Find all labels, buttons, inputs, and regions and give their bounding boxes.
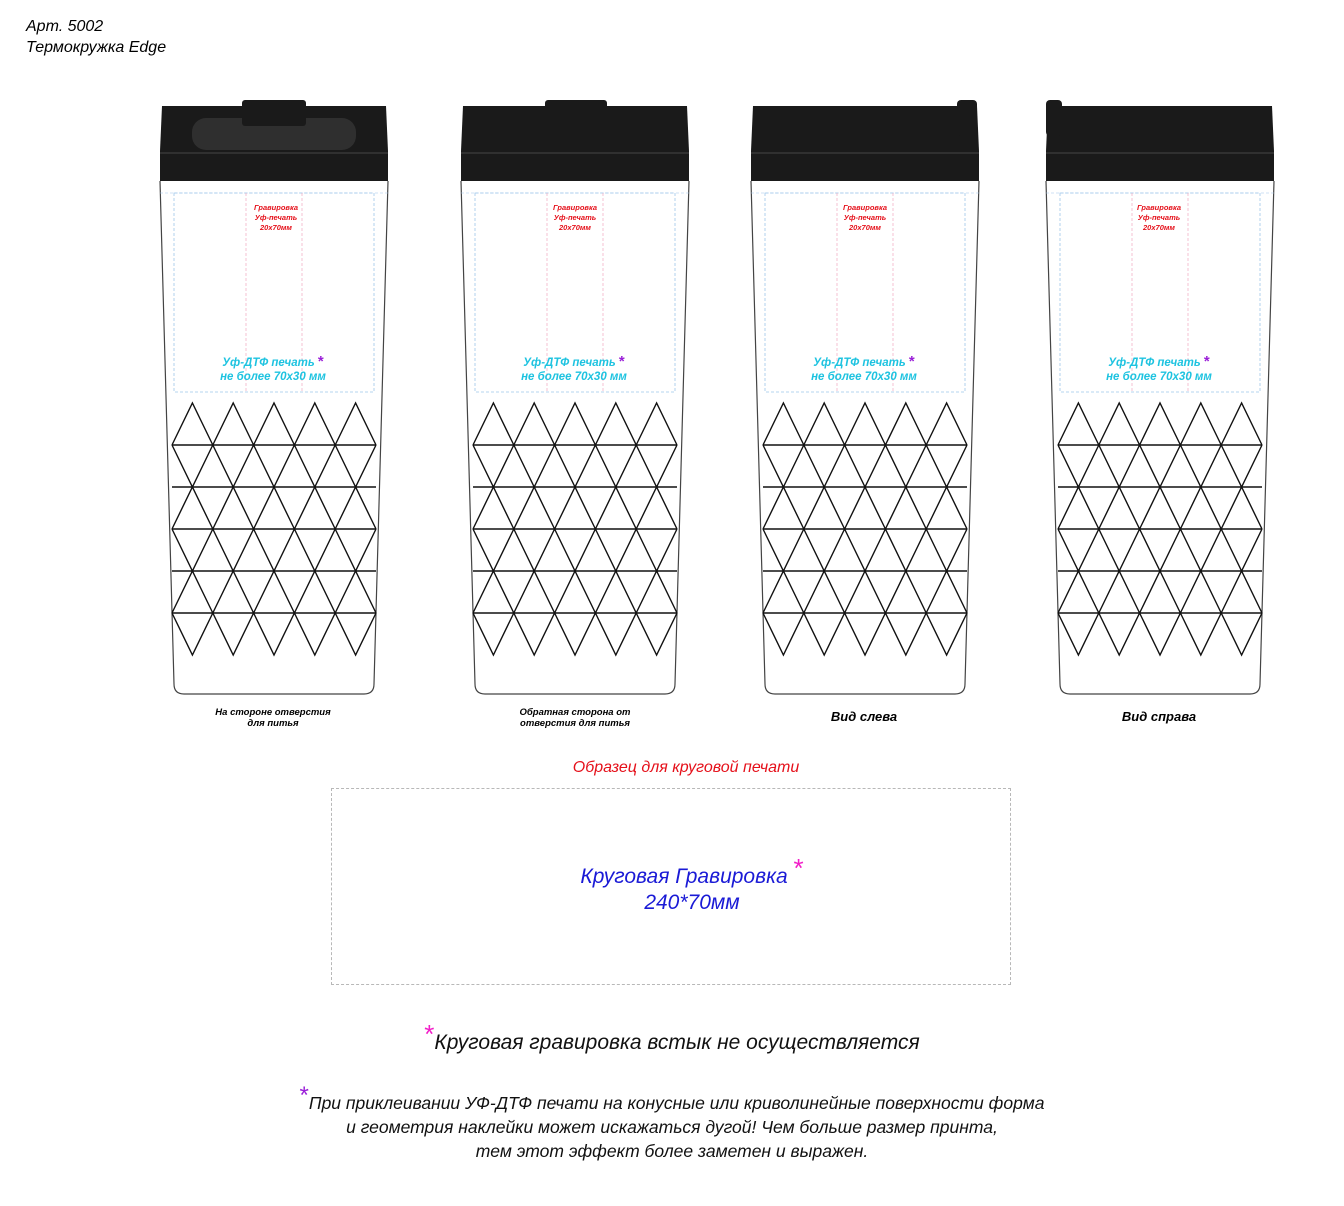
uv-dtf-label: Уф-ДТФ печать * не более 70x30 мм — [1106, 353, 1212, 383]
header — [26, 16, 166, 58]
sample-line2: 240*70мм — [644, 891, 740, 914]
sample-title: Образец для круговой печати — [572, 759, 800, 776]
cup-body-outline — [1046, 181, 1274, 694]
cup-view-left — [749, 96, 981, 696]
sample-text — [331, 855, 1053, 916]
note-uv-dtf-warning: *При приклеивании УФ-ДТФ печати на конусные или криволинейные поверхности форма и геометрия наклейки может искажаться дугой! Чем больше размер принта, тем этот эффект более заметен и выражен. — [299, 1082, 1045, 1161]
engraving-label: Гравировка Уф-печать 20x70мм — [253, 203, 299, 232]
triangle-pattern — [763, 403, 967, 655]
triangle-row — [172, 571, 376, 613]
asterisk-mark: * — [424, 1019, 435, 1049]
cup-caption: Вид справа — [1121, 709, 1197, 724]
engraving-label: Гравировка Уф-печать 20x70мм — [842, 203, 888, 232]
cup-lid — [751, 106, 979, 181]
lid-slider — [242, 100, 306, 126]
cup-body-outline — [160, 181, 388, 694]
triangle-row — [172, 403, 376, 445]
cup-caption: Вид слева — [830, 709, 898, 724]
triangle-row — [1058, 529, 1262, 571]
article-number: Арт. 5002 — [26, 18, 104, 35]
engraving-label: Гравировка Уф-печать 20x70мм — [1136, 203, 1182, 232]
triangle-row — [763, 445, 967, 487]
cup-caption: Обратная сторона от отверстия для питья — [519, 707, 631, 729]
cup-caption: На стороне отверстия для питья — [215, 707, 331, 729]
sample-line1: Круговая Гравировка — [580, 865, 788, 888]
triangle-row — [172, 613, 376, 655]
asterisk-mark: * — [908, 353, 915, 370]
triangle-row — [172, 445, 376, 487]
product-name: Термокружка Edge — [26, 39, 167, 56]
cup-drawing — [459, 96, 691, 696]
triangle-row — [1058, 613, 1262, 655]
triangle-row — [763, 487, 967, 529]
uv-dtf-label: Уф-ДТФ печать * не более 70x30 мм — [811, 353, 917, 383]
triangle-row — [473, 613, 677, 655]
triangle-row — [473, 487, 677, 529]
triangle-row — [473, 403, 677, 445]
lid-slider — [545, 100, 607, 120]
lid-slider — [1046, 100, 1062, 136]
cup-lid — [1046, 106, 1274, 181]
asterisk-mark: * — [299, 1082, 309, 1109]
uv-dtf-label: Уф-ДТФ печать * не более 70x30 мм — [521, 353, 627, 383]
cup-view-right — [1044, 96, 1276, 696]
triangle-row — [1058, 403, 1262, 445]
asterisk-mark: * — [1203, 353, 1210, 370]
cup-body-outline — [751, 181, 979, 694]
triangle-pattern — [473, 403, 677, 655]
asterisk-mark: * — [317, 353, 324, 370]
triangle-pattern — [172, 403, 376, 655]
note-circular-engraving: *Круговая гравировка встык не осуществляется — [424, 1019, 920, 1054]
triangle-row — [1058, 487, 1262, 529]
engraving-label: Гравировка Уф-печать 20x70мм — [552, 203, 598, 232]
cup-view-back — [459, 96, 691, 696]
triangle-pattern — [1058, 403, 1262, 655]
triangle-row — [1058, 571, 1262, 613]
uv-dtf-label: Уф-ДТФ печать * не более 70x30 мм — [220, 353, 326, 383]
triangle-row — [473, 571, 677, 613]
asterisk-mark: * — [618, 353, 625, 370]
cup-drawing — [1044, 96, 1276, 696]
triangle-row — [473, 529, 677, 571]
triangle-row — [473, 445, 677, 487]
cup-view-front — [158, 96, 390, 696]
triangle-row — [763, 571, 967, 613]
asterisk-mark: * — [793, 853, 804, 883]
triangle-row — [172, 487, 376, 529]
triangle-row — [1058, 445, 1262, 487]
cup-drawing — [158, 96, 390, 696]
triangle-row — [763, 403, 967, 445]
cup-body-outline — [461, 181, 689, 694]
triangle-row — [763, 613, 967, 655]
triangle-row — [763, 529, 967, 571]
cup-drawing — [749, 96, 981, 696]
triangle-row — [172, 529, 376, 571]
lid-slider — [957, 100, 977, 136]
